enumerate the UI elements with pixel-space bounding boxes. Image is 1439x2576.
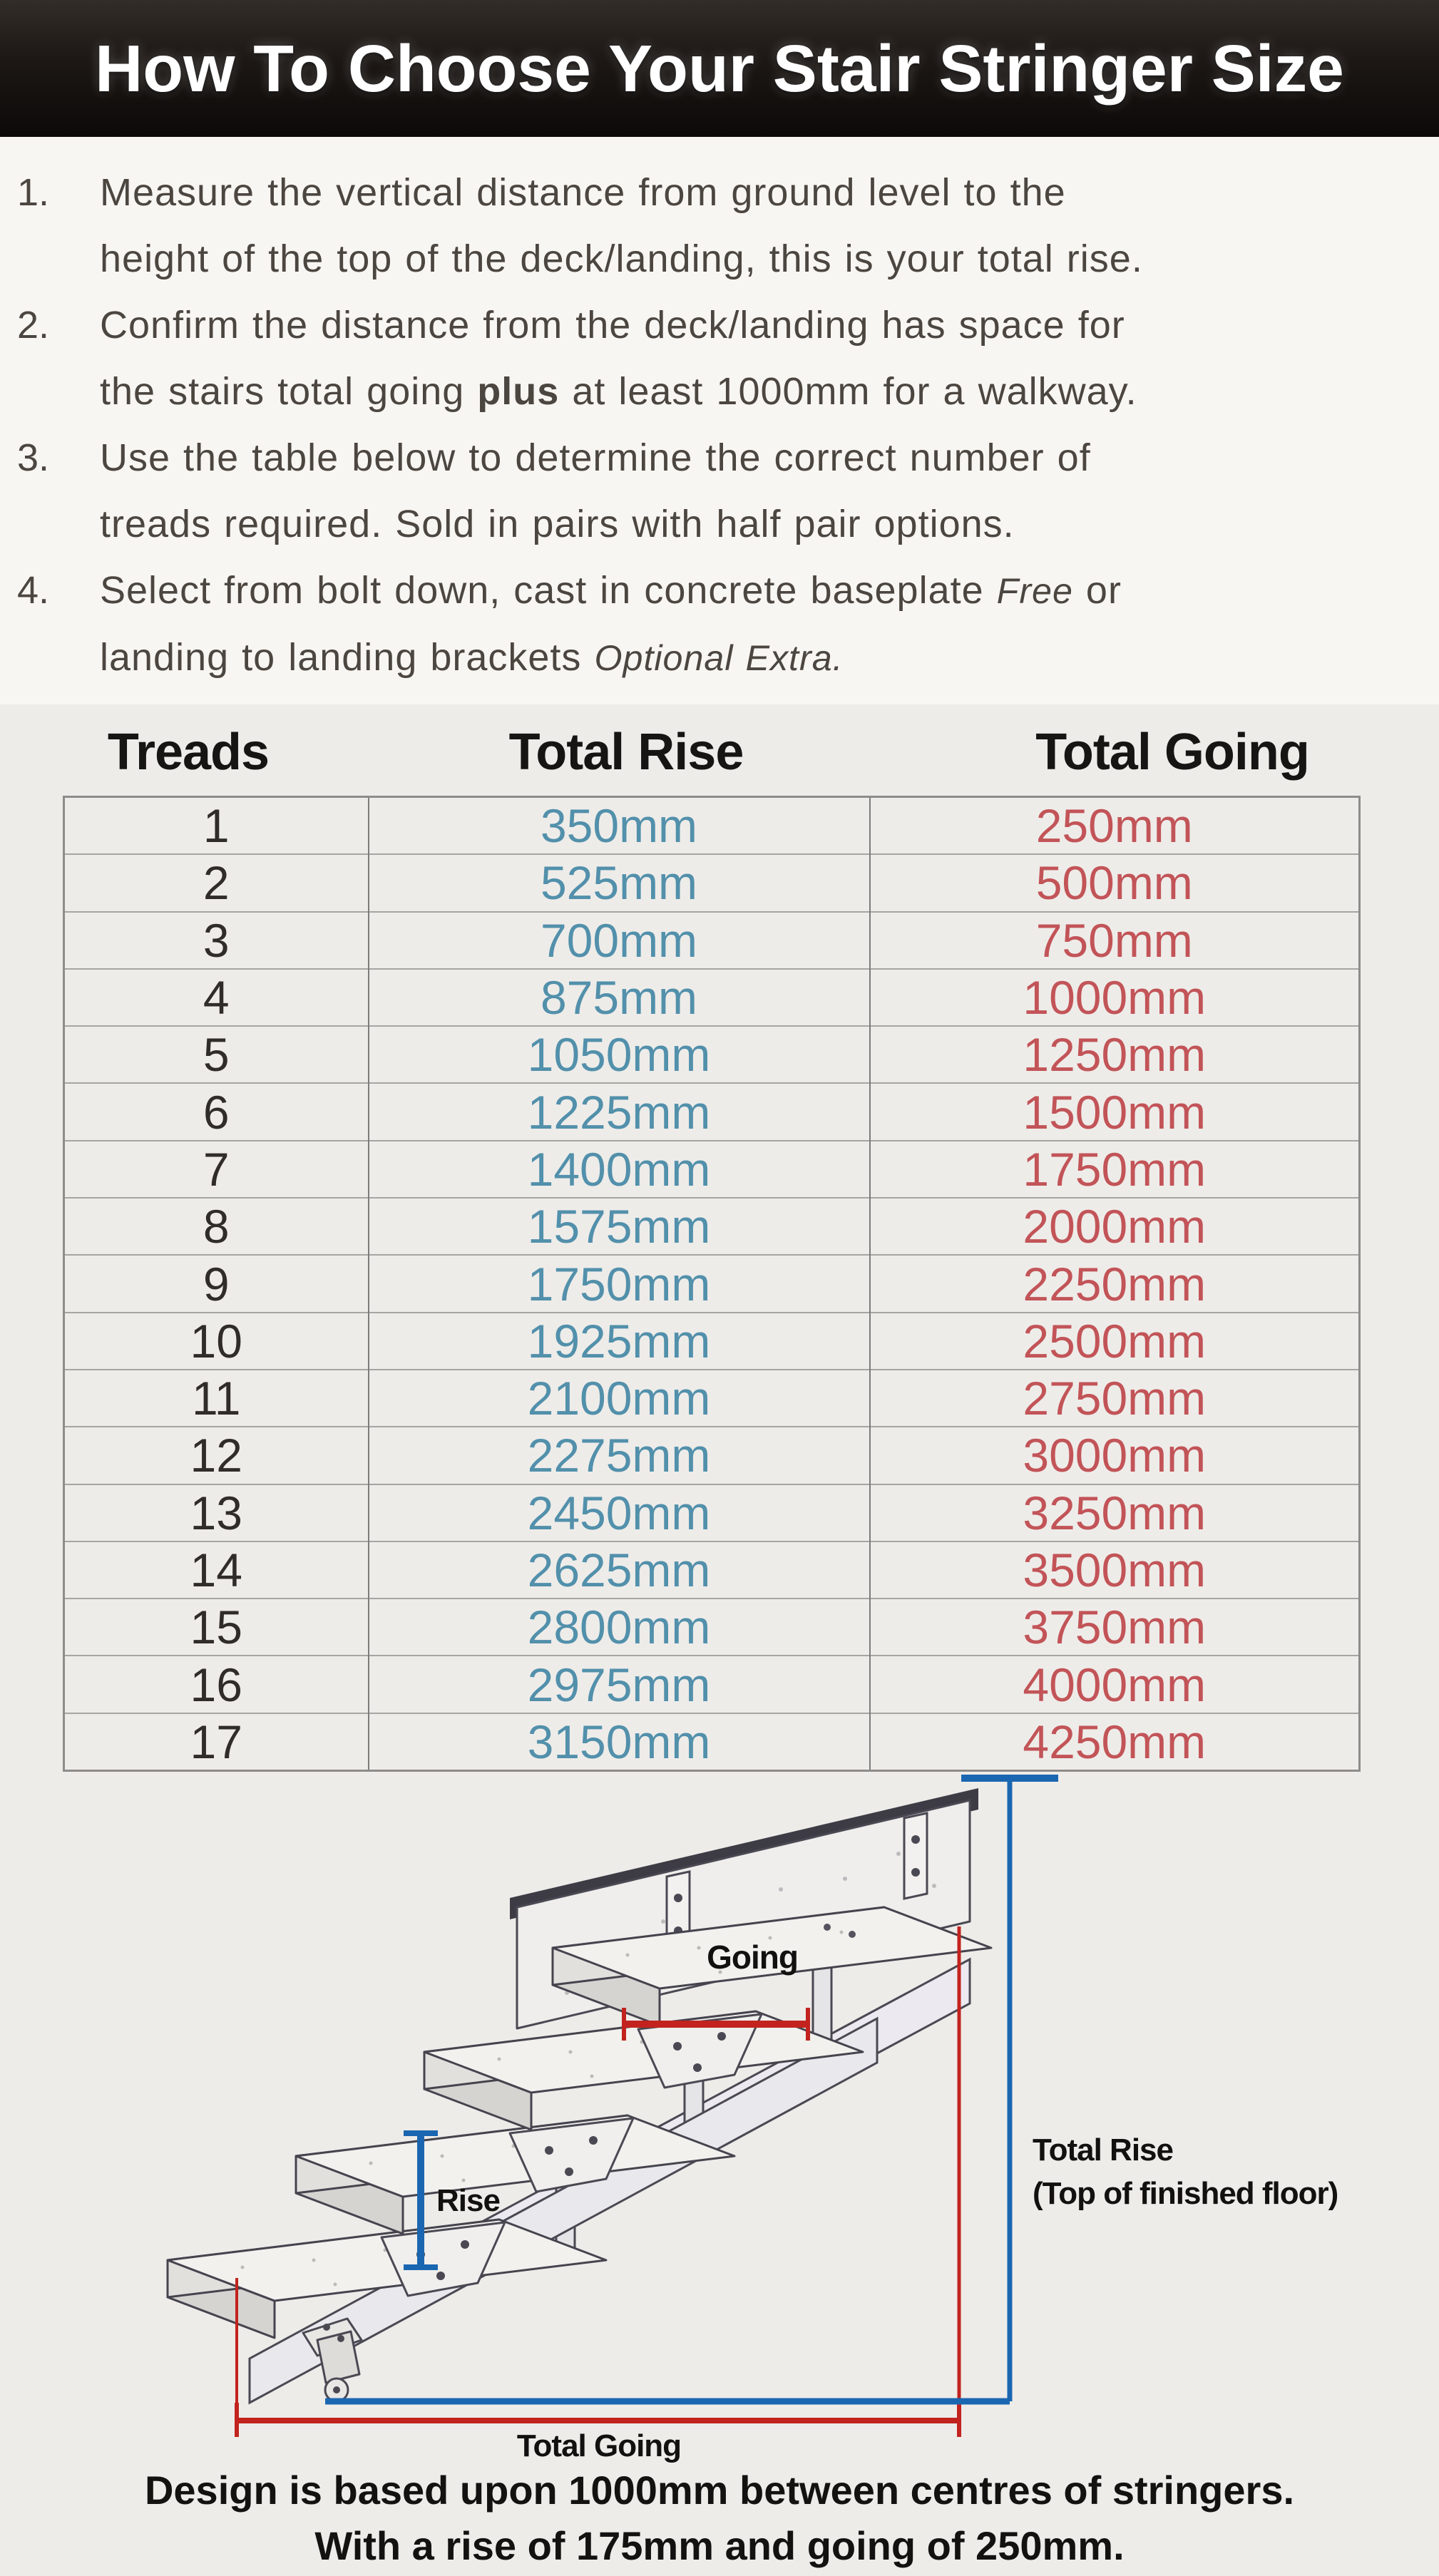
total-going-cell: 4000mm xyxy=(870,1656,1360,1713)
treads-cell: 17 xyxy=(64,1713,369,1771)
table-row xyxy=(64,1313,1360,1370)
treads-cell: 7 xyxy=(64,1141,369,1198)
total-rise-cell: 2450mm xyxy=(369,1484,870,1541)
total-rise-label: Total Rise (Top of finished floor) xyxy=(1033,2133,1338,2211)
treads-cell: 13 xyxy=(64,1484,369,1541)
treads-cell: 8 xyxy=(64,1198,369,1255)
total-rise-cell: 700mm xyxy=(369,912,870,969)
total-going-cell: 1500mm xyxy=(870,1083,1360,1140)
instruction-item-3 xyxy=(0,425,1439,558)
total-rise-cell: 2975mm xyxy=(369,1656,870,1713)
total-going-cell: 1750mm xyxy=(870,1141,1360,1198)
total-rise-cell: 2800mm xyxy=(369,1599,870,1656)
table-row xyxy=(64,1255,1360,1312)
table-row xyxy=(64,1370,1360,1427)
table-row xyxy=(64,1083,1360,1140)
instruction-text: Use the table below to determine the correct number of treads required. Sold in pairs with half pair options. xyxy=(100,436,1091,545)
total-going-cell: 3000mm xyxy=(870,1427,1360,1484)
table-row xyxy=(64,1656,1360,1713)
treads-cell: 15 xyxy=(64,1599,369,1656)
instruction-number: 3. xyxy=(17,436,50,479)
total-going-cell: 250mm xyxy=(870,797,1360,855)
table-row xyxy=(64,1713,1360,1771)
column-header-total-going: Total Going xyxy=(1035,724,1309,781)
column-header-treads: Treads xyxy=(107,724,270,781)
column-header-total-rise: Total Rise xyxy=(508,724,744,781)
total-going-cell: 2500mm xyxy=(870,1313,1360,1370)
table-row xyxy=(64,1198,1360,1255)
total-rise-cell: 1225mm xyxy=(369,1083,870,1140)
treads-cell: 4 xyxy=(64,969,369,1026)
treads-cell: 10 xyxy=(64,1313,369,1370)
table-row xyxy=(64,1599,1360,1656)
footer-note-line-2: With a rise of 175mm and going of 250mm. xyxy=(314,2523,1125,2568)
table-row xyxy=(64,969,1360,1026)
table-row xyxy=(64,1541,1360,1599)
instruction-number: 2. xyxy=(17,304,50,347)
stringer-size-table xyxy=(63,796,1361,1772)
total-rise-cell: 2625mm xyxy=(369,1541,870,1599)
table-row xyxy=(64,797,1360,855)
total-rise-cell: 3150mm xyxy=(369,1713,870,1771)
total-going-cell: 3250mm xyxy=(870,1484,1360,1541)
total-going-label: Total Going xyxy=(516,2428,682,2463)
total-rise-cell: 1925mm xyxy=(369,1313,870,1370)
instruction-text: Select from bolt down, cast in concrete baseplate Free or landing to landing brackets Optional Extra. xyxy=(100,569,1122,679)
treads-cell: 3 xyxy=(64,912,369,969)
table-row xyxy=(64,1484,1360,1541)
treads-cell: 2 xyxy=(64,854,369,911)
total-going-cell: 2750mm xyxy=(870,1370,1360,1427)
table-row xyxy=(64,1026,1360,1083)
total-going-cell: 2250mm xyxy=(870,1255,1360,1312)
total-rise-cell: 350mm xyxy=(369,797,870,855)
header-bar xyxy=(0,0,1439,137)
instructions-list xyxy=(0,160,1439,692)
treads-cell: 16 xyxy=(64,1656,369,1713)
total-going-cell: 3750mm xyxy=(870,1599,1360,1656)
total-rise-cell: 2100mm xyxy=(369,1370,870,1427)
instruction-text: Confirm the distance from the deck/landing has space for the stairs total going plus at least 1000mm for a walkway. xyxy=(100,304,1137,413)
treads-cell: 5 xyxy=(64,1026,369,1083)
treads-cell: 1 xyxy=(203,799,230,853)
table-row xyxy=(64,912,1360,969)
treads-cell: 6 xyxy=(64,1083,369,1140)
treads-cell: 9 xyxy=(64,1255,369,1312)
instruction-item-1 xyxy=(0,160,1439,292)
instruction-number: 1. xyxy=(17,171,50,214)
total-going-cell: 3500mm xyxy=(870,1541,1360,1599)
table-row xyxy=(64,1427,1360,1484)
total-rise-cell: 2275mm xyxy=(369,1427,870,1484)
going-label: Going xyxy=(707,1939,798,1976)
treads-cell: 11 xyxy=(64,1370,369,1427)
stair-diagram-illustration xyxy=(100,1768,1355,2438)
table-row xyxy=(64,1141,1360,1198)
total-rise-cell: 1575mm xyxy=(369,1198,870,1255)
total-going-cell: 750mm xyxy=(870,912,1360,969)
total-rise-cell: 875mm xyxy=(369,969,870,1026)
total-rise-cell: 1750mm xyxy=(369,1255,870,1312)
total-rise-cell: 1400mm xyxy=(369,1141,870,1198)
footer-note-line-1: Design is based upon 1000mm between centres of stringers. xyxy=(144,2468,1295,2513)
instruction-item-4 xyxy=(0,558,1439,692)
treads-cell: 12 xyxy=(64,1427,369,1484)
instruction-number: 4. xyxy=(17,569,50,612)
instruction-item-2 xyxy=(0,292,1439,425)
total-rise-cell: 1050mm xyxy=(369,1026,870,1083)
total-going-cell: 500mm xyxy=(870,854,1360,911)
total-rise-cell: 525mm xyxy=(369,854,870,911)
rise-label: Rise xyxy=(436,2183,500,2218)
treads-cell: 14 xyxy=(64,1541,369,1599)
table-row xyxy=(64,854,1360,911)
page-title: How To Choose Your Stair Stringer Size xyxy=(95,31,1344,106)
total-going-cell: 1250mm xyxy=(870,1026,1360,1083)
total-going-cell: 4250mm xyxy=(870,1713,1360,1771)
total-going-cell: 1000mm xyxy=(870,969,1360,1026)
stringer-table-body xyxy=(64,797,1360,1771)
total-going-cell: 2000mm xyxy=(870,1198,1360,1255)
instruction-text: Measure the vertical distance from ground level to the height of the top of the deck/landing, this is your total rise. xyxy=(100,171,1143,280)
